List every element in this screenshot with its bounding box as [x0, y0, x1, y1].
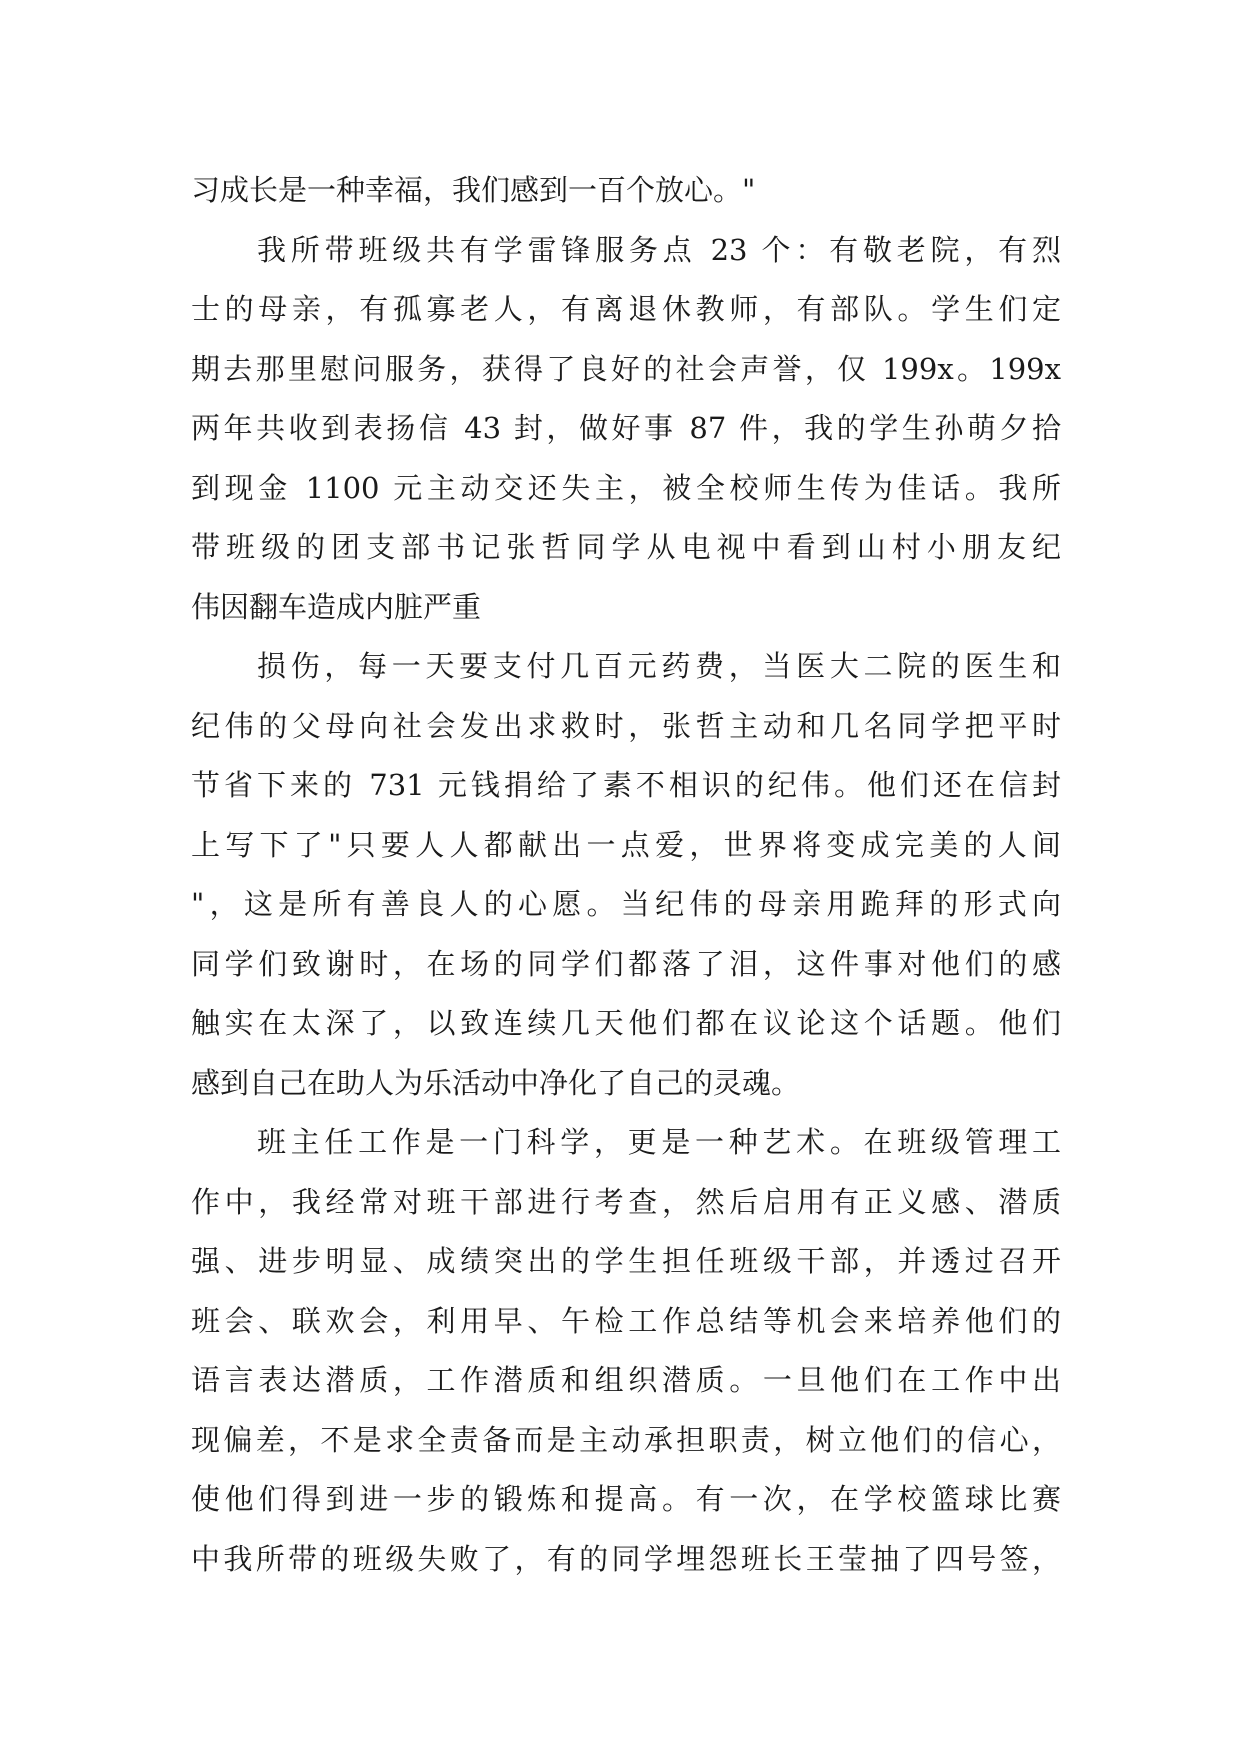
text-line: 班主任工作是一门科学，更是一种艺术。在班级管理工 — [257, 1125, 1061, 1159]
text-line: 损伤，每一天要支付几百元药费，当医大二院的医生和 — [257, 649, 1061, 683]
text-line: 两年共收到表扬信 43 封，做好事 87 件，我的学生孙萌夕拾 — [191, 411, 1061, 445]
text-line: 期去那里慰问服务，获得了良好的社会声誉，仅 199x。199x — [191, 351, 1061, 386]
text-line: 士的母亲，有孤寡老人，有离退休教师，有部队。学生们定 — [191, 292, 1061, 326]
text-line: 带班级的团支部书记张哲同学从电视中看到山村小朋友纪 — [191, 530, 1061, 564]
text-line: "，这是所有善良人的心愿。当纪伟的母亲用跪拜的形式向 — [191, 887, 1061, 921]
text-line: 我所带班级共有学雷锋服务点 23 个：有敬老院，有烈 — [257, 232, 1061, 267]
text-line: 纪伟的父母向社会发出求救时，张哲主动和几名同学把平时 — [191, 708, 1061, 743]
text-line: 现偏差，不是求全责备而是主动承担职责，树立他们的信心， — [191, 1422, 1061, 1457]
text-line: 节省下来的 731 元钱捐给了素不相识的纪伟。他们还在信封 — [191, 768, 1061, 802]
text-line: 作中，我经常对班干部进行考查，然后启用有正义感、潜质 — [191, 1184, 1061, 1219]
text-line: 班会、联欢会，利用早、午检工作总结等机会来培养他们的 — [191, 1303, 1061, 1338]
text-line: 触实在太深了，以致连续几天他们都在议论这个话题。他们 — [191, 1006, 1061, 1040]
text-line: 伟因翻车造成内脏严重 — [191, 589, 482, 624]
text-line: 中我所带的班级失败了，有的同学埋怨班长王莹抽了四号签， — [191, 1541, 1061, 1576]
text-line: 上写下了"只要人人都献出一点爱，世界将变成完美的人间 — [191, 827, 1061, 862]
body-text — [191, 161, 1061, 1589]
text-line: 习成长是一种幸福，我们感到一百个放心。" — [191, 173, 756, 207]
text-line: 到现金 1100 元主动交还失主，被全校师生传为佳话。我所 — [191, 470, 1061, 505]
text-line: 强、进步明显、成绩突出的学生担任班级干部，并透过召开 — [191, 1244, 1061, 1278]
text-line: 语言表达潜质，工作潜质和组织潜质。一旦他们在工作中出 — [191, 1363, 1061, 1397]
text-line: 使他们得到进一步的锻炼和提高。有一次，在学校篮球比赛 — [191, 1482, 1061, 1516]
text-line: 感到自己在助人为乐活动中净化了自己的灵魂。 — [191, 1065, 801, 1100]
text-line: 同学们致谢时，在场的同学们都落了泪，这件事对他们的感 — [191, 946, 1061, 981]
